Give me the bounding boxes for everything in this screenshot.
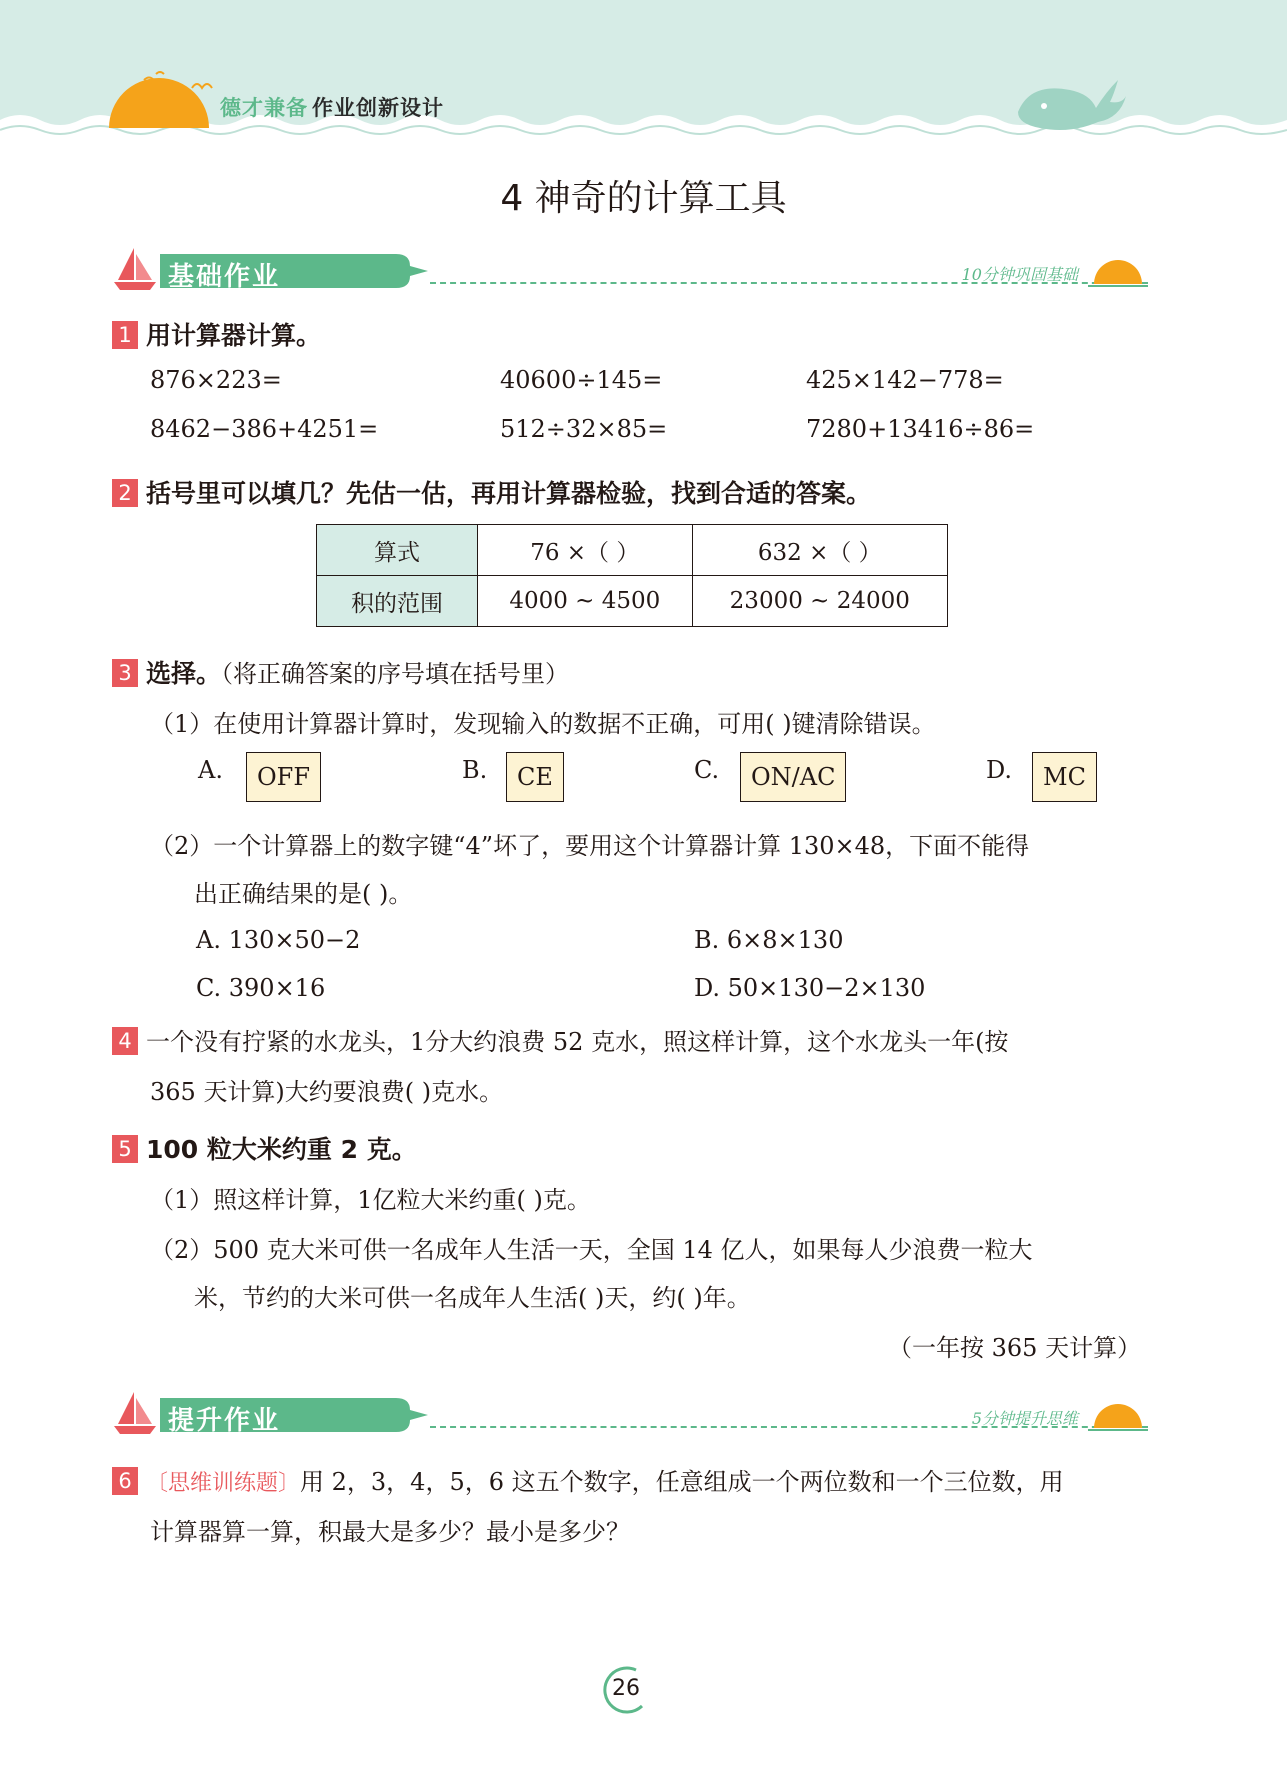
table-cell: 23000 ~ 24000 [692,576,947,627]
question-note: （将正确答案的序号填在括号里） [221,660,570,688]
table-cell: 76 ×（ ） [478,525,693,576]
question-note: （一年按 365 天计算） [888,1334,1142,1362]
question-title: 括号里可以填几？先估一估，再用计算器检验，找到合适的答案。 [146,479,872,508]
question-text: 计算器算一算，积最大是多少？最小是多少？ [150,1518,630,1546]
question-title: 100 粒大米约重 2 克。 [146,1135,417,1164]
sub-question-stem: （1）照这样计算，1亿粒大米约重( )克。 [150,1186,591,1214]
section-banner-advanced [112,1390,1148,1440]
option-letter: C. [694,756,720,784]
sun-logo-icon [104,60,214,132]
table-cell: 632 ×（ ） [692,525,947,576]
small-sun-icon [1088,1398,1148,1434]
bird-icon [190,78,214,94]
series-subtitle: 作业创新设计 [312,96,444,120]
question-title: 选择。 [146,659,222,688]
question-1-heading [112,316,321,352]
question-number: 1 [112,321,138,349]
whale-icon [1010,72,1130,134]
calculator-key-on-ac: ON/AC [740,752,846,802]
option-letter: B. [462,756,488,784]
section-label-advanced: 提升作业 [168,1406,281,1436]
section-label-basic: 基础作业 [168,262,281,292]
question-number: 2 [112,479,138,507]
sailboat-icon [112,246,158,292]
table-cell: 4000 ~ 4500 [478,576,693,627]
table-header-cell: 积的范围 [317,576,478,627]
choice-option: B. 6×8×130 [694,926,844,954]
sub-question-stem: （2）500 克大米可供一名成年人生活一天，全国 14 亿人，如果每人少浪费一粒大 [150,1236,1033,1264]
sub-question-stem: （1）在使用计算器计算时，发现输入的数据不正确，可用( )键清除错误。 [150,710,936,738]
option-letter: D. [986,756,1013,784]
page-title: 4 神奇的计算工具 [500,178,787,219]
section-note-basic: 10分钟巩固基础 [961,265,1078,284]
question-text: 一个没有拧紧的水龙头，1分大约浪费 52 克水，照这样计算，这个水龙头一年(按 [146,1028,1009,1056]
choice-option: D. 50×130−2×130 [694,974,926,1002]
page-number: 26 [612,1676,640,1701]
calculator-key-mc: MC [1032,752,1097,802]
sub-question-stem: （2）一个计算器上的数字键“4”坏了，要用这个计算器计算 130×48，下面不能得 [150,832,1030,860]
section-note-advanced: 5分钟提升思维 [971,1409,1078,1428]
table-header-cell: 算式 [317,525,478,576]
option-letter: A. [198,756,223,784]
table-row [317,525,948,576]
expression: 425×142−778= [806,366,1004,394]
expression: 876×223= [150,366,282,394]
choice-option: C. 390×16 [196,974,326,1002]
sailboat-icon [112,1390,158,1436]
question-number: 3 [112,659,138,687]
question-4-line [112,1022,1008,1057]
choice-option: A. 130×50−2 [196,926,361,954]
question-3-heading [112,654,569,690]
question-5-heading [112,1130,417,1166]
question-text: 365 天计算)大约要浪费( )克水。 [150,1078,504,1106]
expression: 40600÷145= [500,366,663,394]
question-6-line [112,1462,1064,1497]
sub-question-stem: 出正确结果的是( )。 [194,880,413,908]
question-2-heading [112,474,871,510]
question-number: 5 [112,1135,138,1163]
question-tag: 〔思维训练题〕 [146,1471,301,1496]
question-title: 用计算器计算。 [146,321,322,350]
small-sun-icon [1088,254,1148,290]
question-text: 用 2，3，4，5，6 这五个数字，任意组成一个两位数和一个三位数，用 [300,1468,1064,1496]
calculator-key-ce: CE [506,752,564,802]
question-number: 4 [112,1027,138,1055]
expression: 8462−386+4251= [150,415,379,443]
expression: 7280+13416÷86= [806,415,1035,443]
series-brand: 德才兼备 [220,96,308,120]
table-row [317,576,948,627]
calculator-key-off: OFF [246,752,321,802]
expression: 512÷32×85= [500,415,668,443]
question-number: 6 [112,1467,138,1495]
sub-question-stem: 米，节约的大米可供一名成年人生活( )天，约( )年。 [194,1284,751,1312]
section-banner-basic [112,246,1148,296]
estimation-table [316,524,948,627]
